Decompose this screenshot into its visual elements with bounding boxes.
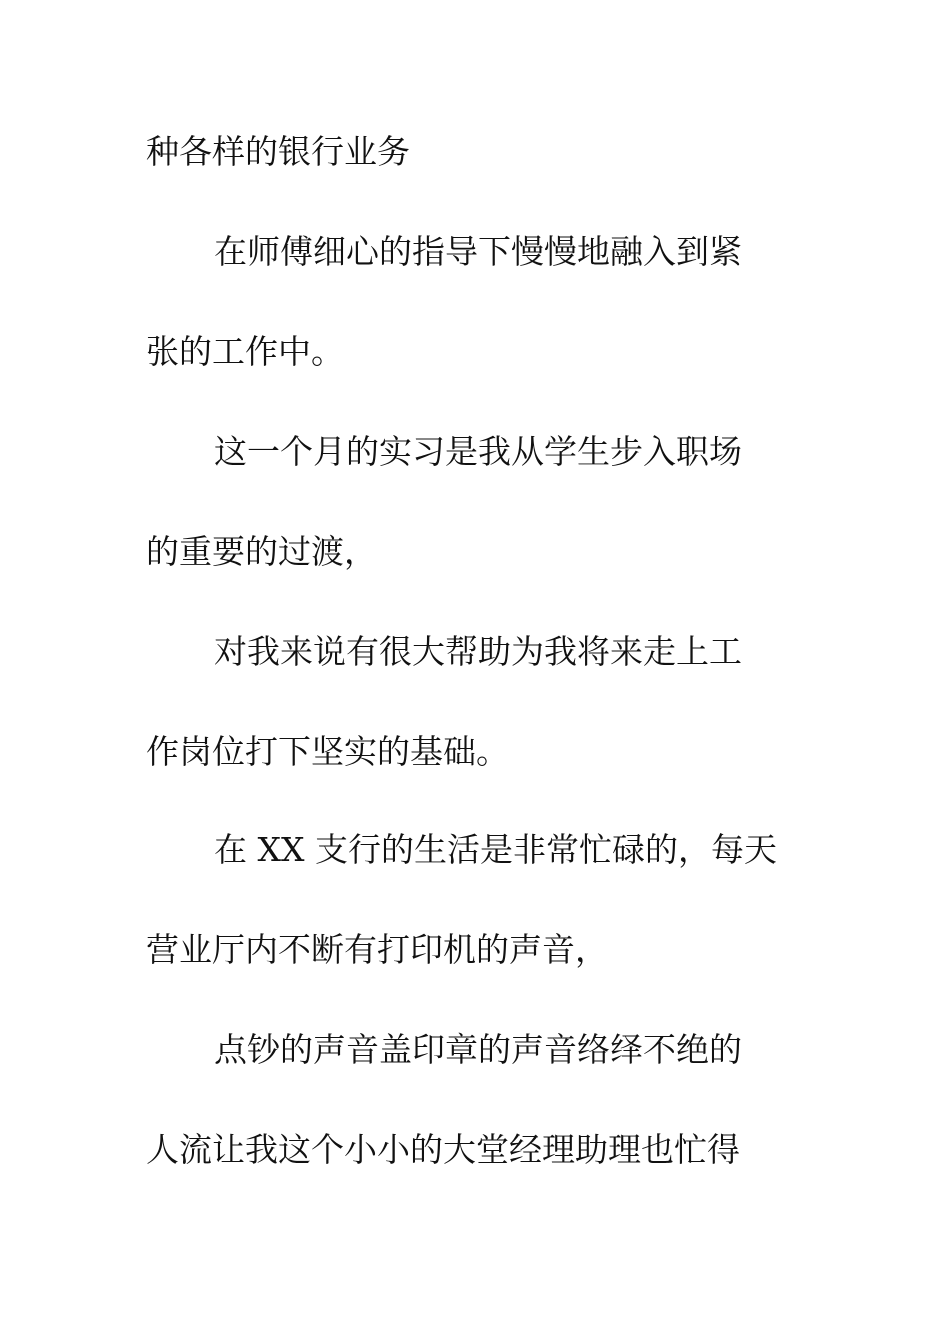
text-line-10: 点钞的声音盖印章的声音络绎不绝的: [214, 1030, 742, 1069]
text-line-2: 在师傅细心的指导下慢慢地融入到紧: [214, 232, 742, 271]
text-line-5: 的重要的过渡，: [146, 532, 377, 571]
text-line-1: 种各样的银行业务: [146, 132, 410, 171]
text-line-8: 在 XX 支行的生活是非常忙碌的，每天: [214, 830, 777, 869]
text-line-9: 营业厅内不断有打印机的声音，: [146, 930, 608, 969]
text-line-3: 张的工作中。: [146, 332, 344, 371]
text-line-4: 这一个月的实习是我从学生步入职场: [214, 432, 742, 471]
text-line-6: 对我来说有很大帮助为我将来走上工: [214, 632, 742, 671]
text-line-7: 作岗位打下坚实的基础。: [146, 732, 509, 771]
text-line-11: 人流让我这个小小的大堂经理助理也忙得: [146, 1130, 740, 1169]
